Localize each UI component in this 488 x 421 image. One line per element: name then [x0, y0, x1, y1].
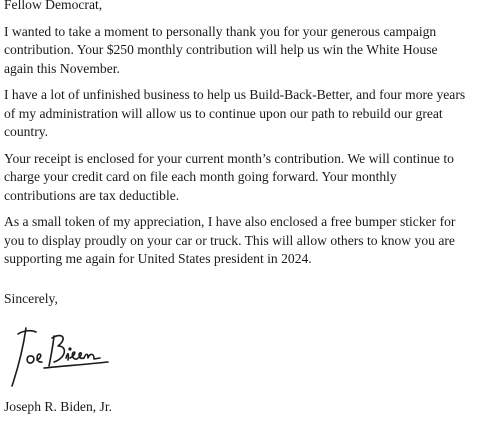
signer-name: Joseph R. Biden, Jr.: [4, 399, 112, 414]
letter-body: [4, 0, 488, 277]
closing: Sincerely,: [4, 291, 58, 306]
paragraph-unfinished-business: I have a lot of unfinished business to help us Build-Back-Better, and four more years of my administration will allow us to continue upon our path to rebuild our great country.: [4, 87, 466, 139]
paragraph-bumper-sticker: As a small token of my appreciation, I have also enclosed a free bumper sticker for you to display proudly on your car or truck. This will allow others to know you are supporting me again for United States president in 2024.: [4, 214, 456, 266]
salutation: Fellow Democrat,: [4, 0, 103, 12]
paragraph-receipt: Your receipt is enclosed for your current month’s contribution. We will continue to charge your credit card on file each month going forward. Your monthly contributions are tax deductible.: [4, 150, 454, 203]
paragraph-thank-you: I wanted to take a moment to personally thank you for your generous campaign contribution. Your $250 monthly contribution will help us win the White House again this November.: [4, 23, 438, 76]
handwritten-signature: [4, 322, 114, 390]
